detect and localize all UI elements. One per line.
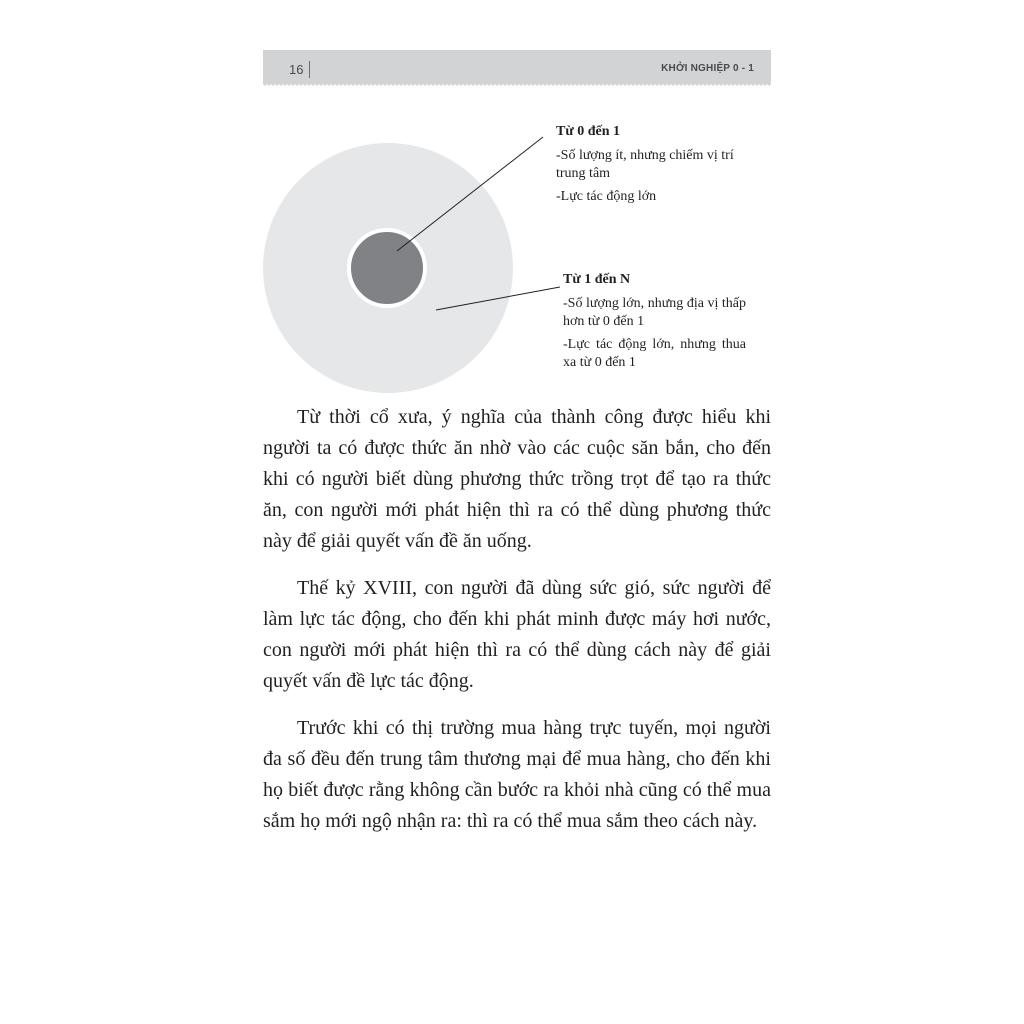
callout-one-to-n-line: -Số lượng lớn, nhưng địa vị thấp hơn từ 0 đến 1 [563,296,746,329]
page-number: 16 [289,62,304,77]
body-paragraph: Từ thời cổ xưa, ý nghĩa của thành công được hiểu khi người ta có được thức ăn nhờ vào các cuộc săn bắn, cho đến khi có người biết dùng phương thức trồng trọt để tạo ra thức ăn, con người mới phát hiện thì ra có thể dùng phương thức này để giải quyết vấn đề ăn uống. [263,406,771,552]
callout-one-to-n-title: Từ 1 đến N [563,272,631,287]
callout-zero-to-one-title: Từ 0 đến 1 [556,124,621,139]
callout-zero-to-one [556,123,756,211]
body-paragraph: Thế kỷ XVIII, con người đã dùng sức gió, sức người để làm lực tác động, cho đến khi phát minh được máy hơi nước, con người mới phát hiện thì ra có thể dùng cách này để giải quyết vấn đề lực tác động. [263,577,771,692]
circle-diagram [0,0,1024,400]
callout-zero-to-one-line: -Lực tác động lớn [556,189,657,204]
callout-zero-to-one-line: -Số lượng ít, nhưng chiếm vị trí trung tâm [556,148,734,181]
inner-circle-zero-to-one [349,230,425,306]
callout-one-to-n [563,271,746,377]
callout-one-to-n-line: -Lực tác động lớn, nhưng thua xa từ 0 đến 1 [563,337,746,370]
body-text [263,402,771,853]
body-paragraph: Trước khi có thị trường mua hàng trực tuyến, mọi người đa số đều đến trung tâm thương mại để mua hàng, cho đến khi họ biết được rằng không cần bước ra khỏi nhà cũng có thể mua sắm họ mới ngộ nhận ra: thì ra có thể mua sắm theo cách này. [263,717,771,832]
running-title: KHỞI NGHIỆP 0 - 1 [661,63,754,74]
